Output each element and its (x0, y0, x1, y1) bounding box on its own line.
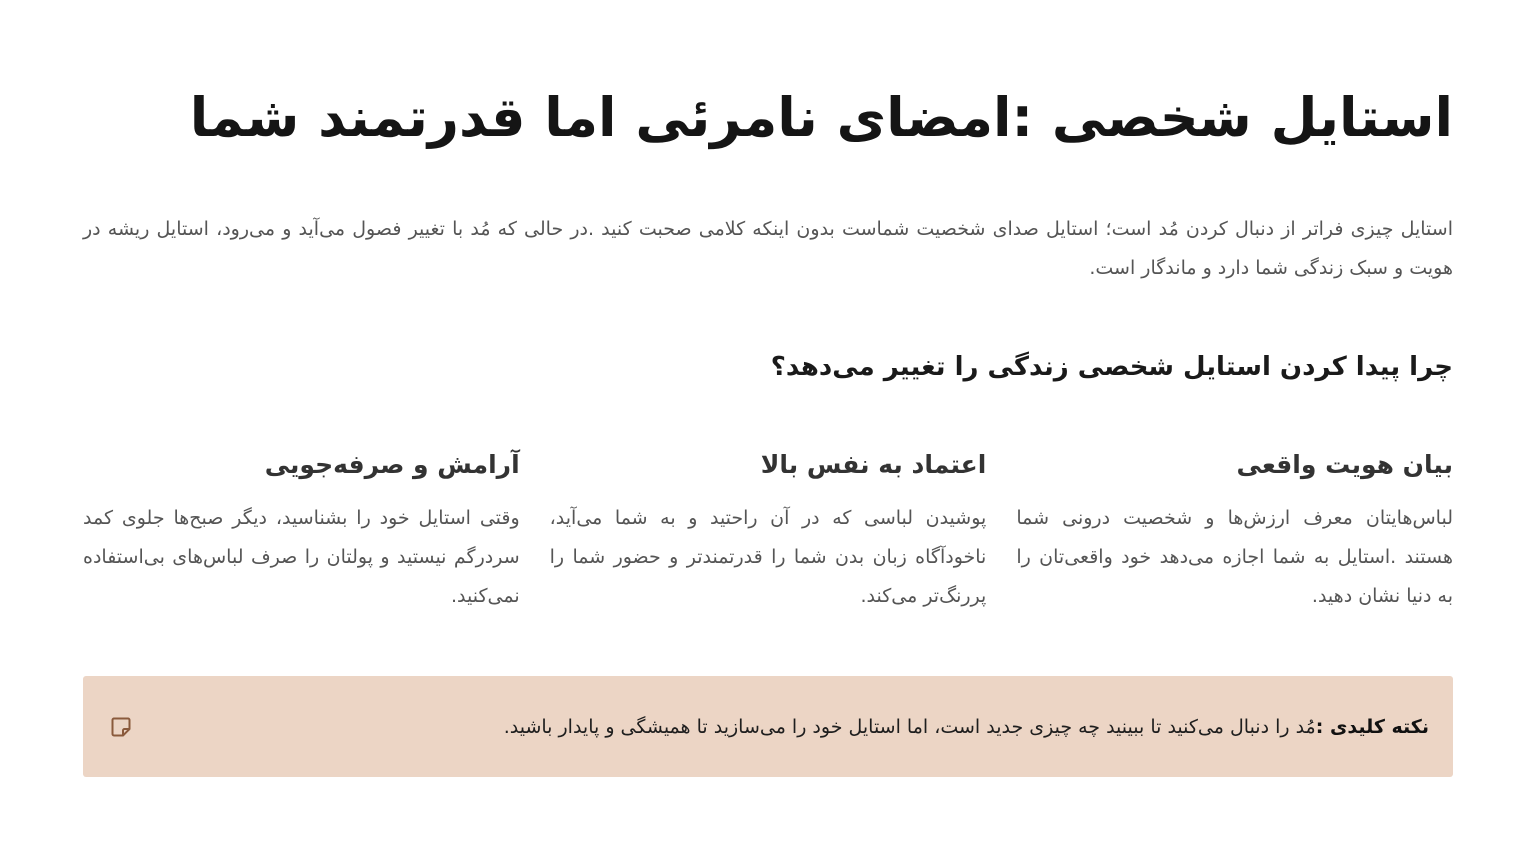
benefit-text: وقتی استایل خود را بشناسید، دیگر صبح‌ها جلوی کمد سردرگم نیستید و پولتان را صرف لباس‌های بی‌استفاده نمی‌کنید. (82, 507, 520, 607)
benefit-text: پوشیدن لباسی که در آن راحتید و به شما می‌آید، ناخودآگاه زبان بدن شما را قدرتمندتر و حضور شما را پررنگ‌تر می‌کند. (549, 507, 987, 607)
benefit-column-confidence (550, 445, 987, 616)
key-note-box (83, 676, 1453, 777)
section-title: چرا پیدا کردن استایل شخصی زندگی را تغییر می‌دهد؟ (770, 352, 1453, 382)
benefit-title: آرامش و صرفه‌جویی (264, 450, 520, 479)
benefit-column-identity (1016, 445, 1453, 616)
sticky-note-icon (107, 713, 135, 741)
benefit-title: بیان هویت واقعی (1236, 450, 1453, 479)
benefit-text: لباس‌هایتان معرف ارزش‌ها و شخصیت درونی شما هستند .استایل به شما اجازه می‌دهد خود واقعی‌تان را به دنیا نشان دهید. (1016, 507, 1453, 607)
benefit-title: اعتماد به نفس بالا (760, 450, 987, 479)
key-note-text (135, 712, 1429, 742)
key-note-body: مُد را دنبال می‌کنید تا ببینید چه چیزی جدید است، اما استایل خود را می‌سازید تا همیشگی و پایدار باشید. (503, 715, 1316, 738)
benefit-column-calm (83, 445, 520, 616)
page-title: استایل شخصی :امضای نامرئی اما قدرتمند شما (189, 86, 1453, 149)
benefits-columns (83, 445, 1453, 616)
key-note-label: نکته کلیدی : (1315, 715, 1429, 738)
intro-paragraph: استایل چیزی فراتر از دنبال کردن مُد است؛ استایل صدای شخصیت شماست بدون اینکه کلامی صحبت کنید .در حالی که مُد با تغییر فصول می‌آید و می‌رود، استایل ریشه در هویت و سبک زندگی شما دارد و ماندگار است. (83, 218, 1453, 279)
